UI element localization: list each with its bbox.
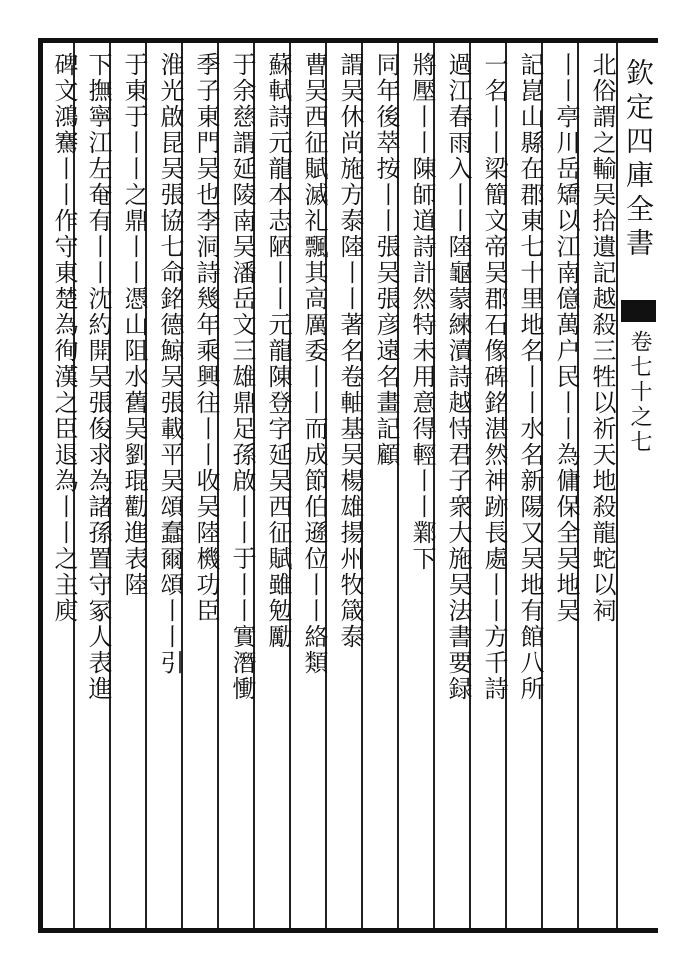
text-column: 將壓丨丨陳師道詩計然特未用意得輕丨丨鄴下 [408,52,436,572]
text-column: 下撫寧江左奄有丨丨沈約開吴張俊求為諸孫置守冢人表進 [84,52,112,702]
text-column: 淮光啟昆吴張協七命銘德鯨吴張載平吴頌蠢爾頌丨丨引 [156,52,184,676]
spine-fishtail-mark [621,300,656,322]
text-column: 過江春雨入丨丨陸龜蒙練瀆詩越恃君子衆大施吴法書要録 [444,52,472,702]
text-column: 同年後萃按丨丨張吴張彦遠名畫記顧 [372,52,400,468]
text-column: 曹吴西征賦滅礼飄其高厲委丨丨而成節伯遜位丨丨絡類 [300,52,328,676]
text-column: 丨丨亭川岳矯以江南億萬户民丨丨為傭保全吴地吴 [552,52,580,624]
spine-volume: 卷七十之七 [627,330,652,455]
text-column: 于余慈謂延陵南吴潘岳文三雄鼎足孫啟丨丨于丨丨實潛慟 [228,52,256,702]
text-column: 謂吴休尚施方泰陸丨丨著名卷軸基吴楊雄揚州牧箴泰 [336,52,364,650]
text-column: 北俗謂之輸吴拾遺記越殺三牲以祈天地殺龍蛇以祠 [588,52,616,624]
text-column: 記崑山縣在郡東七十里地名丨丨水名新陽又吴地有館八所 [516,52,544,702]
text-column: 碑文鴻騫丨丨作守東楚為徇漢之臣退為丨丨之主庾 [50,52,78,624]
spine-title: 欽定四庫全書 [622,58,655,262]
text-column: 季子東門吴也李洞詩幾年乘興往丨丨收吴陸機功臣 [192,52,220,624]
text-column: 于東于丨丨之鼎丨丨憑山阻水舊吴劉琨勸進表陸 [120,52,148,598]
text-column: 一名丨丨梁簡文帝吴郡石像碑銘湛然神跡長處丨丨方千詩 [480,52,508,702]
text-column: 蘇軾詩元龍本志陋丨丨元龍陳登字延吴西征賦雖勉勵 [264,52,292,650]
